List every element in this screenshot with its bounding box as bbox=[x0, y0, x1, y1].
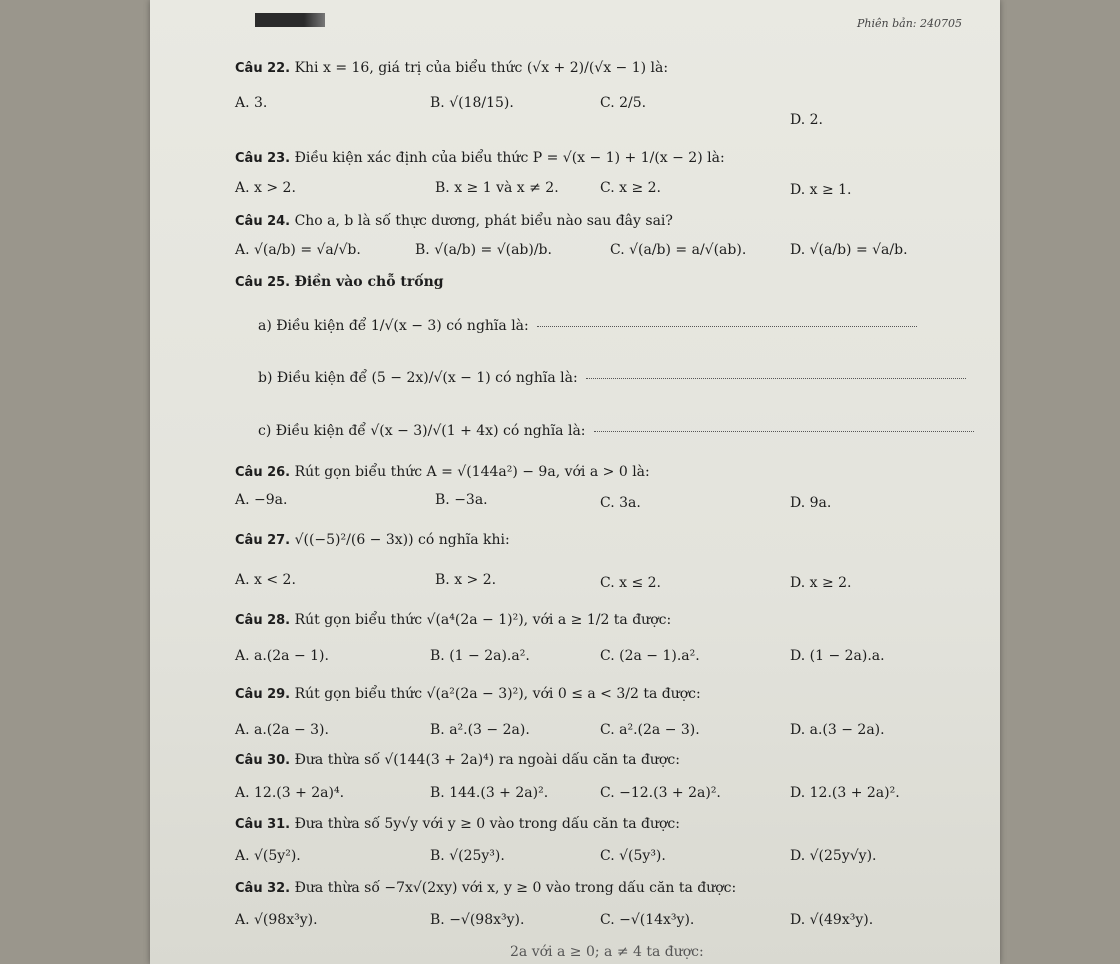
question-label: Câu 25. bbox=[235, 275, 291, 290]
question-32 bbox=[235, 880, 736, 896]
option: B. −3a. bbox=[435, 492, 488, 508]
option: D. √(25y√y). bbox=[790, 848, 877, 864]
option: B. √(25y³). bbox=[430, 848, 505, 864]
option: A. √(a/b) = √a/√b. bbox=[235, 242, 361, 258]
question-label: Câu 28. bbox=[235, 613, 291, 628]
question-text: Rút gọn biểu thức A = √(144a²) − 9a, với a > 0 là: bbox=[294, 464, 650, 480]
question-28 bbox=[235, 612, 671, 628]
option: C. 2/5. bbox=[600, 95, 647, 111]
question-label: Câu 24. bbox=[235, 214, 291, 229]
option: C. −12.(3 + 2a)². bbox=[600, 785, 721, 801]
option: D. 9a. bbox=[790, 495, 832, 511]
question-24 bbox=[235, 213, 673, 229]
question-text: Đưa thừa số 5y√y với y ≥ 0 vào trong dấu căn ta được: bbox=[294, 816, 680, 832]
option: A. x < 2. bbox=[235, 572, 296, 588]
option: D. a.(3 − 2a). bbox=[790, 722, 885, 738]
header-bar bbox=[255, 13, 325, 27]
question-label: Câu 23. bbox=[235, 151, 291, 166]
fill-in-label: c) Điều kiện để √(x − 3)/√(1 + 4x) có nghĩa là: bbox=[258, 423, 586, 439]
option: A. 12.(3 + 2a)⁴. bbox=[235, 785, 345, 801]
option: C. 3a. bbox=[600, 495, 641, 511]
question-27 bbox=[235, 532, 510, 548]
option: A. a.(2a − 1). bbox=[235, 648, 329, 664]
option: C. −√(14x³y). bbox=[600, 912, 695, 928]
option: D. (1 − 2a).a. bbox=[790, 648, 885, 664]
fill-in-label: a) Điều kiện để 1/√(x − 3) có nghĩa là: bbox=[258, 318, 529, 334]
option: D. √(49x³y). bbox=[790, 912, 874, 928]
question-23 bbox=[235, 150, 725, 166]
question-text: Rút gọn biểu thức √(a²(2a − 3)²), với 0 ≤ a < 3/2 ta được: bbox=[294, 686, 701, 702]
worksheet-page bbox=[150, 0, 1000, 964]
question-text: Điều kiện xác định của biểu thức P = √(x − 1) + 1/(x − 2) là: bbox=[294, 150, 725, 166]
option: B. √(18/15). bbox=[430, 95, 514, 111]
option: B. x ≥ 1 và x ≠ 2. bbox=[435, 180, 559, 196]
question-29 bbox=[235, 686, 701, 702]
question-text: Cho a, b là số thực dương, phát biểu nào sau đây sai? bbox=[294, 213, 673, 229]
question-label: Câu 29. bbox=[235, 687, 291, 702]
option: A. −9a. bbox=[235, 492, 288, 508]
option: C. (2a − 1).a². bbox=[600, 648, 700, 664]
option: B. √(a/b) = √(ab)/b. bbox=[415, 242, 552, 258]
answer-blank[interactable] bbox=[586, 377, 966, 379]
option: C. x ≥ 2. bbox=[600, 180, 661, 196]
question-text: Đưa thừa số √(144(3 + 2a)⁴) ra ngoài dấu căn ta được: bbox=[294, 752, 680, 768]
question-33-partial: 2a với a ≥ 0; a ≠ 4 ta được: bbox=[510, 944, 704, 960]
question-label: Câu 27. bbox=[235, 533, 291, 548]
question-label: Câu 30. bbox=[235, 753, 291, 768]
option: C. a².(2a − 3). bbox=[600, 722, 700, 738]
option: D. √(a/b) = √a/b. bbox=[790, 242, 908, 258]
question-label: Câu 26. bbox=[235, 465, 291, 480]
option: A. x > 2. bbox=[235, 180, 296, 196]
question-text: Rút gọn biểu thức √(a⁴(2a − 1)²), với a ≥ 1/2 ta được: bbox=[294, 612, 672, 628]
option: B. (1 − 2a).a². bbox=[430, 648, 530, 664]
answer-blank[interactable] bbox=[537, 325, 917, 327]
question-26 bbox=[235, 464, 650, 480]
header-note: Phiên bản: 240705 bbox=[857, 17, 962, 30]
question-31 bbox=[235, 816, 680, 832]
option: D. x ≥ 1. bbox=[790, 182, 852, 198]
question-25 bbox=[235, 274, 444, 290]
question-30 bbox=[235, 752, 680, 768]
option: D. 12.(3 + 2a)². bbox=[790, 785, 900, 801]
question-22 bbox=[235, 60, 668, 76]
fill-in-a bbox=[258, 318, 917, 334]
option: B. x > 2. bbox=[435, 572, 497, 588]
option: A. a.(2a − 3). bbox=[235, 722, 329, 738]
option: A. √(5y²). bbox=[235, 848, 301, 864]
option: B. −√(98x³y). bbox=[430, 912, 525, 928]
question-text: Điền vào chỗ trống bbox=[294, 274, 444, 290]
option: C. √(5y³). bbox=[600, 848, 666, 864]
fill-in-c bbox=[258, 423, 974, 439]
option: D. 2. bbox=[790, 112, 823, 128]
question-text: √((−5)²/(6 − 3x)) có nghĩa khi: bbox=[294, 532, 510, 548]
fill-in-b bbox=[258, 370, 966, 386]
fill-in-label: b) Điều kiện để (5 − 2x)/√(x − 1) có nghĩa là: bbox=[258, 370, 578, 386]
option: C. √(a/b) = a/√(ab). bbox=[610, 242, 747, 258]
question-text: Khi x = 16, giá trị của biểu thức (√x + 2)/(√x − 1) là: bbox=[294, 60, 669, 76]
option: C. x ≤ 2. bbox=[600, 575, 661, 591]
question-label: Câu 31. bbox=[235, 817, 291, 832]
option: B. a².(3 − 2a). bbox=[430, 722, 530, 738]
question-text: Đưa thừa số −7x√(2xy) với x, y ≥ 0 vào trong dấu căn ta được: bbox=[294, 880, 737, 896]
question-label: Câu 32. bbox=[235, 881, 291, 896]
option: D. x ≥ 2. bbox=[790, 575, 852, 591]
question-label: Câu 22. bbox=[235, 61, 291, 76]
option: A. √(98x³y). bbox=[235, 912, 318, 928]
option: B. 144.(3 + 2a)². bbox=[430, 785, 549, 801]
answer-blank[interactable] bbox=[594, 430, 974, 432]
option: A. 3. bbox=[235, 95, 268, 111]
